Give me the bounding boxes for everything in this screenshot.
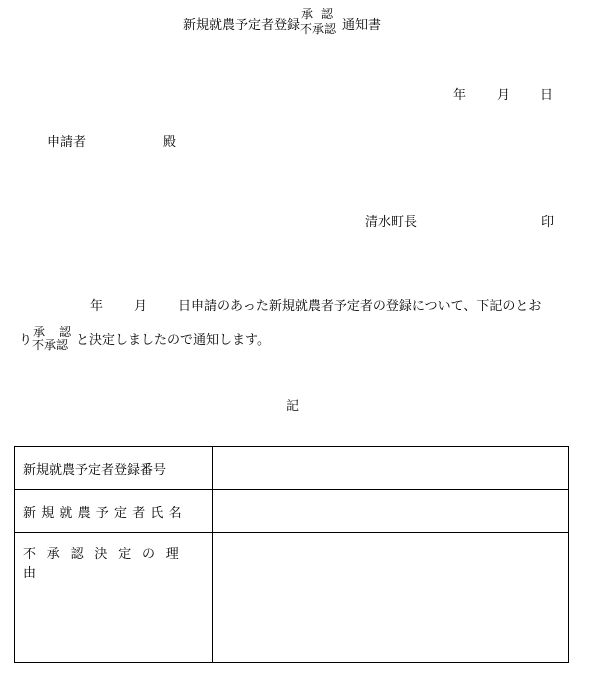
title-approval-choice [300,7,342,41]
document-title [183,7,382,41]
date-day: 日 [540,88,554,103]
rejection-reason-label: 不承認決定の理由 [23,547,190,581]
applicant-label: 申請者 [47,135,87,150]
body-approval-choice [32,326,76,350]
table-label-cell [15,533,213,663]
info-table [14,446,569,663]
seal-mark: 印 [541,215,555,230]
body-choice-approve [33,326,71,338]
body-line2-suffix: と決定しましたので通知します。 [76,333,270,348]
issuer-name: 清水町長 [365,215,418,230]
date-month: 月 [497,88,511,103]
body-month: 月 [134,299,148,314]
table-row [15,447,569,490]
title-choice-approve [301,8,335,20]
body-line-2 [19,326,270,350]
body-choice-approve-char2: 認 [59,325,72,339]
applicant-name-label: 新規就農予定者氏名 [23,505,187,521]
table-row [15,533,569,663]
body-year: 年 [90,299,104,314]
table-label-cell [15,447,213,490]
body-choice-approve-char1: 承 [33,325,46,339]
honorific: 殿 [163,135,177,150]
title-choice-disapprove: 不承認 [300,22,337,36]
title-prefix: 新規就農予定者登録 [183,18,301,33]
applicant-name-value[interactable] [213,490,569,533]
title-choice-approve-char2: 認 [321,7,336,21]
title-choice-approve-char1: 承 [301,7,316,21]
title-suffix: 通知書 [342,18,382,33]
registration-number-value[interactable] [213,447,569,490]
table-row [15,490,569,533]
registration-number-label: 新規就農予定者登録番号 [23,462,167,478]
body-choice-disapprove: 不承認 [32,338,69,352]
rejection-reason-value[interactable] [213,533,569,663]
ki-heading: 記 [286,399,300,414]
table-label-cell [15,490,213,533]
date-year: 年 [453,88,467,103]
body-line1-text: 日申請のあった新規就農者予定者の登録について、下記のとお [178,299,542,314]
body-line2-prefix: り [19,333,33,348]
